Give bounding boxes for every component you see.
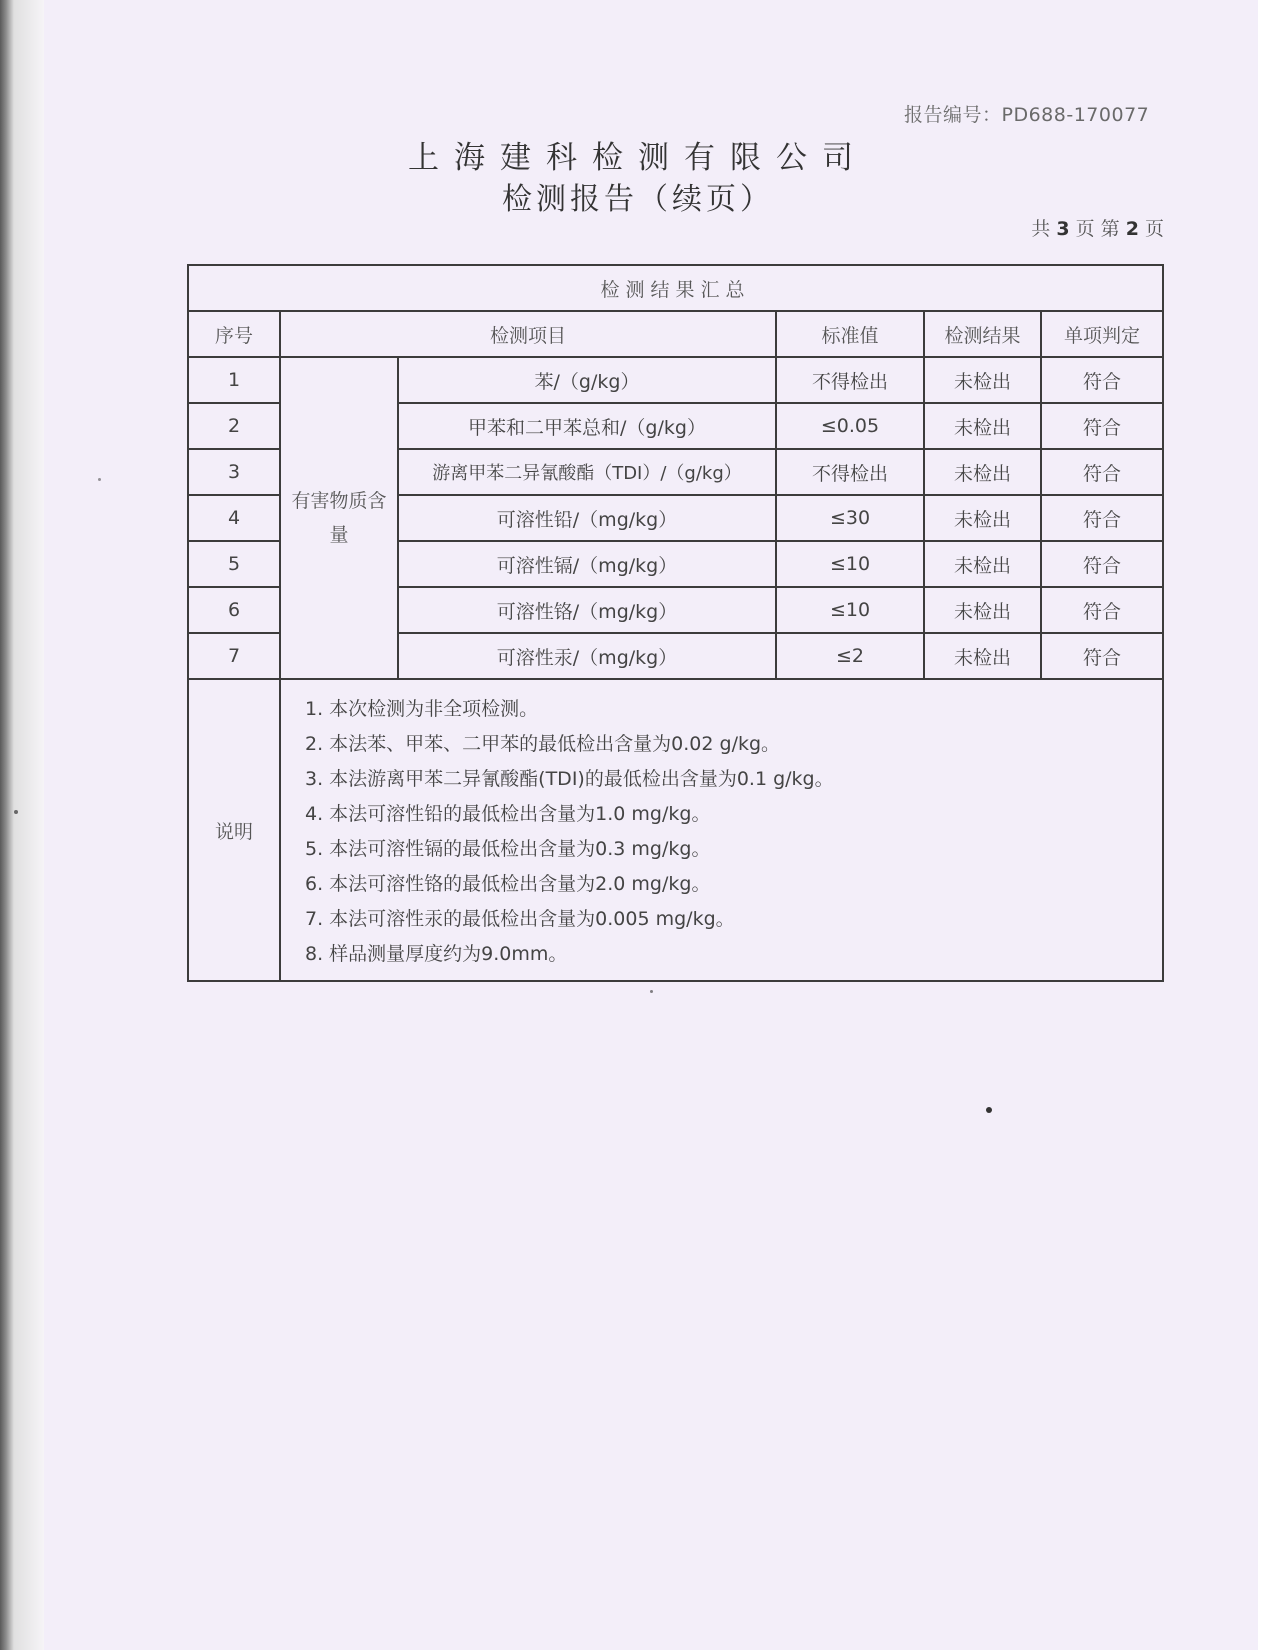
scan-speck (98, 478, 101, 481)
cell-seq: 2 (188, 403, 280, 449)
cell-judgement: 符合 (1041, 541, 1163, 587)
col-header-seq: 序号 (188, 311, 280, 357)
note-item: 3. 本法游离甲苯二异氰酸酯(TDI)的最低检出含量为0.1 g/kg。 (305, 768, 834, 790)
company-name: 上海建科检测有限公司 (408, 140, 868, 176)
cell-result: 未检出 (924, 449, 1041, 495)
cell-seq: 6 (188, 587, 280, 633)
col-header-result: 检测结果 (924, 311, 1041, 357)
scan-edge-right (1258, 0, 1276, 1650)
cell-judgement: 符合 (1041, 403, 1163, 449)
col-header-judgement: 单项判定 (1041, 311, 1163, 357)
table-row (188, 357, 1163, 403)
col-header-standard: 标准值 (776, 311, 924, 357)
cell-item: 游离甲苯二异氰酸酯（TDI）/（g/kg） (398, 449, 776, 495)
cell-item: 可溶性铬/（mg/kg） (398, 587, 776, 633)
notes-list (305, 692, 1162, 972)
page-suffix: 页 (1144, 218, 1164, 240)
cell-item: 苯/（g/kg） (398, 357, 776, 403)
note-item: 5. 本法可溶性镉的最低检出含量为0.3 mg/kg。 (305, 838, 711, 860)
cell-judgement: 符合 (1041, 633, 1163, 679)
scan-speck (14, 810, 18, 814)
cell-result: 未检出 (924, 541, 1041, 587)
scan-speck (986, 1107, 992, 1113)
cell-judgement: 符合 (1041, 587, 1163, 633)
cell-standard: 不得检出 (776, 449, 924, 495)
notes-cell (280, 679, 1163, 981)
cell-item: 可溶性汞/（mg/kg） (398, 633, 776, 679)
cell-result: 未检出 (924, 633, 1041, 679)
cell-result: 未检出 (924, 495, 1041, 541)
note-item: 7. 本法可溶性汞的最低检出含量为0.005 mg/kg。 (305, 908, 735, 930)
cell-item: 可溶性镉/（mg/kg） (398, 541, 776, 587)
cell-result: 未检出 (924, 587, 1041, 633)
page-prefix: 共 (1031, 218, 1051, 240)
page-total: 3 (1056, 218, 1070, 240)
note-item: 8. 样品测量厚度约为9.0mm。 (305, 943, 568, 965)
report-number: 报告编号：PD688-170077 (904, 104, 1150, 126)
notes-row (188, 679, 1163, 981)
cell-standard: ≤30 (776, 495, 924, 541)
cell-standard: ≤10 (776, 541, 924, 587)
cell-seq: 4 (188, 495, 280, 541)
scan-edge-left (0, 0, 44, 1650)
cell-judgement: 符合 (1041, 495, 1163, 541)
category-cell: 有害物质含量 (280, 357, 398, 679)
cell-item: 甲苯和二甲苯总和/（g/kg） (398, 403, 776, 449)
cell-standard: ≤0.05 (776, 403, 924, 449)
cell-result: 未检出 (924, 357, 1041, 403)
cell-item: 可溶性铅/（mg/kg） (398, 495, 776, 541)
cell-judgement: 符合 (1041, 357, 1163, 403)
page-indicator (1031, 214, 1164, 241)
table-caption: 检测结果汇总 (188, 265, 1163, 311)
cell-seq: 7 (188, 633, 280, 679)
cell-seq: 1 (188, 357, 280, 403)
note-item: 4. 本法可溶性铅的最低检出含量为1.0 mg/kg。 (305, 803, 711, 825)
cell-standard: ≤10 (776, 587, 924, 633)
cell-standard: 不得检出 (776, 357, 924, 403)
document-title: 检测报告（续页） (502, 182, 774, 217)
note-item: 6. 本法可溶性铬的最低检出含量为2.0 mg/kg。 (305, 873, 711, 895)
note-item: 2. 本法苯、甲苯、二甲苯的最低检出含量为0.02 g/kg。 (305, 733, 781, 755)
cell-judgement: 符合 (1041, 449, 1163, 495)
page-middle: 页 第 (1075, 218, 1120, 240)
cell-standard: ≤2 (776, 633, 924, 679)
col-header-item: 检测项目 (280, 311, 776, 357)
note-item: 1. 本次检测为非全项检测。 (305, 698, 539, 720)
cell-seq: 5 (188, 541, 280, 587)
notes-label: 说明 (188, 679, 280, 981)
cell-seq: 3 (188, 449, 280, 495)
page-current: 2 (1125, 218, 1139, 240)
cell-result: 未检出 (924, 403, 1041, 449)
scan-speck (650, 990, 653, 993)
results-table (187, 264, 1164, 982)
